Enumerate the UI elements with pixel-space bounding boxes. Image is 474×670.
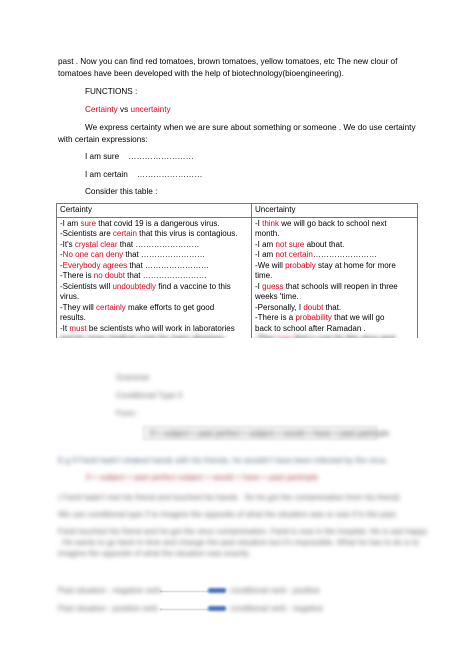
text-segment: about that. [304,239,345,249]
text-segment: -We will [255,260,286,270]
consider-line: Consider this table : [85,187,158,196]
certainty-word: Certainty [85,105,118,114]
text-segment: -I [255,218,263,228]
explanation-3c: imagine the opposite of what the situation was exactly. [58,549,251,558]
header-uncertainty: Uncertainty [252,204,418,218]
highlighted-expression: not sure [275,239,305,249]
text-segment: that …………………… [124,271,207,280]
form-label: Form : [116,409,140,418]
uncertainty-line [255,282,414,293]
blurred-preview-area [0,338,474,668]
certainty-line [60,303,248,314]
vs-word: vs [117,105,131,114]
certainty-line [60,219,248,230]
text-segment: stay at home for more [315,260,396,270]
certainty-table [56,203,418,357]
text-segment: be scientists who will work in laboratories [86,323,235,333]
formula-text: If + subject + past perfect + subject + would + have + past participle [150,429,390,438]
highlighted-expression: probability [295,313,332,322]
text-segment: that …………………… [117,239,200,249]
text-segment: time. [255,271,273,280]
highlighted-expression: not certain [275,250,313,259]
express-line-2: with certain expressions: [58,135,148,144]
text-segment: that this virus is contagious. [136,229,238,238]
example-sure-prefix: I am sure [85,152,120,161]
uncertainty-line [255,271,414,282]
example-certain-blank: …………………… [136,170,203,179]
header-certainty: Certainty [57,204,252,218]
intro-line-2: tomatoes have been developed with the help of biotechnology(bioengineering). [58,69,344,78]
text-segment: -I [255,281,263,291]
text-segment: we will go back to school next [279,218,387,228]
uncertainty-word: uncertainty [130,105,171,114]
text-segment: …………………… [312,250,377,259]
uncertainty-line [255,261,414,272]
uncertainty-line [255,324,414,335]
text-segment: that …………………… [127,260,209,270]
certainty-line [60,261,248,272]
highlighted-expression: crystal clear [74,239,118,249]
uncertainty-line [255,240,414,251]
highlighted-expression: certain [112,229,137,238]
text-segment: find a vaccine to this [156,281,231,291]
highlighted-expression: no doubt [93,271,125,280]
highlighted-expression: doubt [303,302,324,312]
text-segment: that schools will reopen in three [283,281,398,291]
text-segment: -I am [255,250,276,259]
text-segment: -There is a [255,313,296,322]
rule-2-dots [160,609,208,611]
example-certain-prefix: I am certain [85,170,128,179]
express-line-1: We express certainty when we are sure about something or someone . We do use certainty [85,123,416,132]
rule-2-right: conditional verb : negative [230,604,323,613]
text-segment: -I am [60,218,81,228]
uncertainty-line [255,219,414,230]
text-segment: - [60,260,63,270]
highlighted-expression: think [262,218,280,228]
text-segment: -There is [60,271,94,280]
table-body-row [57,217,418,357]
intro-paragraph [58,56,430,80]
explanation-2: We use conditional type 3 to imagine the opposite of what the situation was or was if in the past. [58,510,398,519]
text-segment: make efforts to get good [125,302,215,312]
example-line: E.g If Farid hadn't shaked hands with his friends, he wouldn't have been infected by the virus. [58,456,388,465]
certainty-line [60,240,248,251]
functions-heading: FUNCTIONS : [85,87,138,96]
highlighted-expression: must [69,323,87,333]
certainty-vs-uncertainty-heading [85,104,171,116]
certainty-line [60,324,248,335]
highlighted-expression: certainly [96,302,126,312]
text-segment: -Scientists will [60,281,113,291]
uncertainty-line [255,229,414,240]
example-certain [85,169,202,181]
text-segment: back to school after Ramadan . [255,323,366,333]
highlighted-expression: Everybody agrees [62,260,128,270]
text-segment: that. [323,302,342,312]
rule-1-right: conditional verb : positive [230,586,320,595]
text-segment: -It's [60,239,75,249]
highlighted-expression: sure [80,218,97,228]
certainty-line [60,282,248,293]
intro-line-1: past . Now you can find red tomatoes, brown tomatoes, yellow tomatoes, etc The new clour of [58,57,398,66]
explanation-1: ( Farid hadn't met his friend and touched his hands . So he got the contamination from his friend) [58,493,400,502]
certainty-line [60,292,248,303]
rule-1-left: Past situation : negative verb [58,586,161,595]
uncertainty-column [252,217,418,357]
highlighted-expression: guess [262,281,284,291]
text-segment: -Scientists are [60,229,113,238]
uncertainty-line [255,313,414,324]
highlighted-expression: probably [285,260,316,270]
text-segment: that …………………… [123,250,205,259]
highlighted-expression: No one can deny [62,250,124,259]
explanation-3a: Farid touched his friend and he got the virus contamination. Farid is now in the hospital. He is sad happy [58,527,428,536]
text-segment: weeks 'time. [255,292,299,301]
grammar-heading: Grammar [116,373,150,382]
certainty-line [60,229,248,240]
text-segment: virus. [60,292,80,301]
certainty-column [57,217,252,357]
explanation-3b: . He wants to go back in time and change the past situation but it's impossible. What he has to do is to [58,538,419,547]
text-segment: results. [60,313,86,322]
example-sure [85,151,194,163]
rule-1-dots [160,591,208,593]
arrow-right-icon [208,606,226,611]
example-sure-blank: …………………… [128,152,194,161]
uncertainty-line [255,292,414,303]
text-segment: -I am [255,239,276,249]
certainty-line [60,250,248,261]
uncertainty-line [255,303,414,314]
text-segment: - [60,250,63,259]
example-structure-line: If + subject + past perfect subject + would + have + past participle [86,473,319,482]
arrow-right-icon [208,588,226,593]
uncertainty-line [255,250,414,261]
text-segment: that we will go [331,313,385,322]
table-header-row [57,204,418,218]
text-segment: -Personally, I [255,302,304,312]
certainty-line [60,313,248,324]
certainty-line [60,271,248,282]
text-segment: -They will [60,302,97,312]
rule-2-left: Past situation : positive verb [58,604,158,613]
text-segment: month. [255,229,280,238]
highlighted-expression: undoubtedly [112,281,157,291]
text-segment: -It [60,323,70,333]
text-segment: that covid 19 is a dangerous virus. [96,218,220,228]
conditional-heading: Conditional Type 3 [116,391,183,400]
